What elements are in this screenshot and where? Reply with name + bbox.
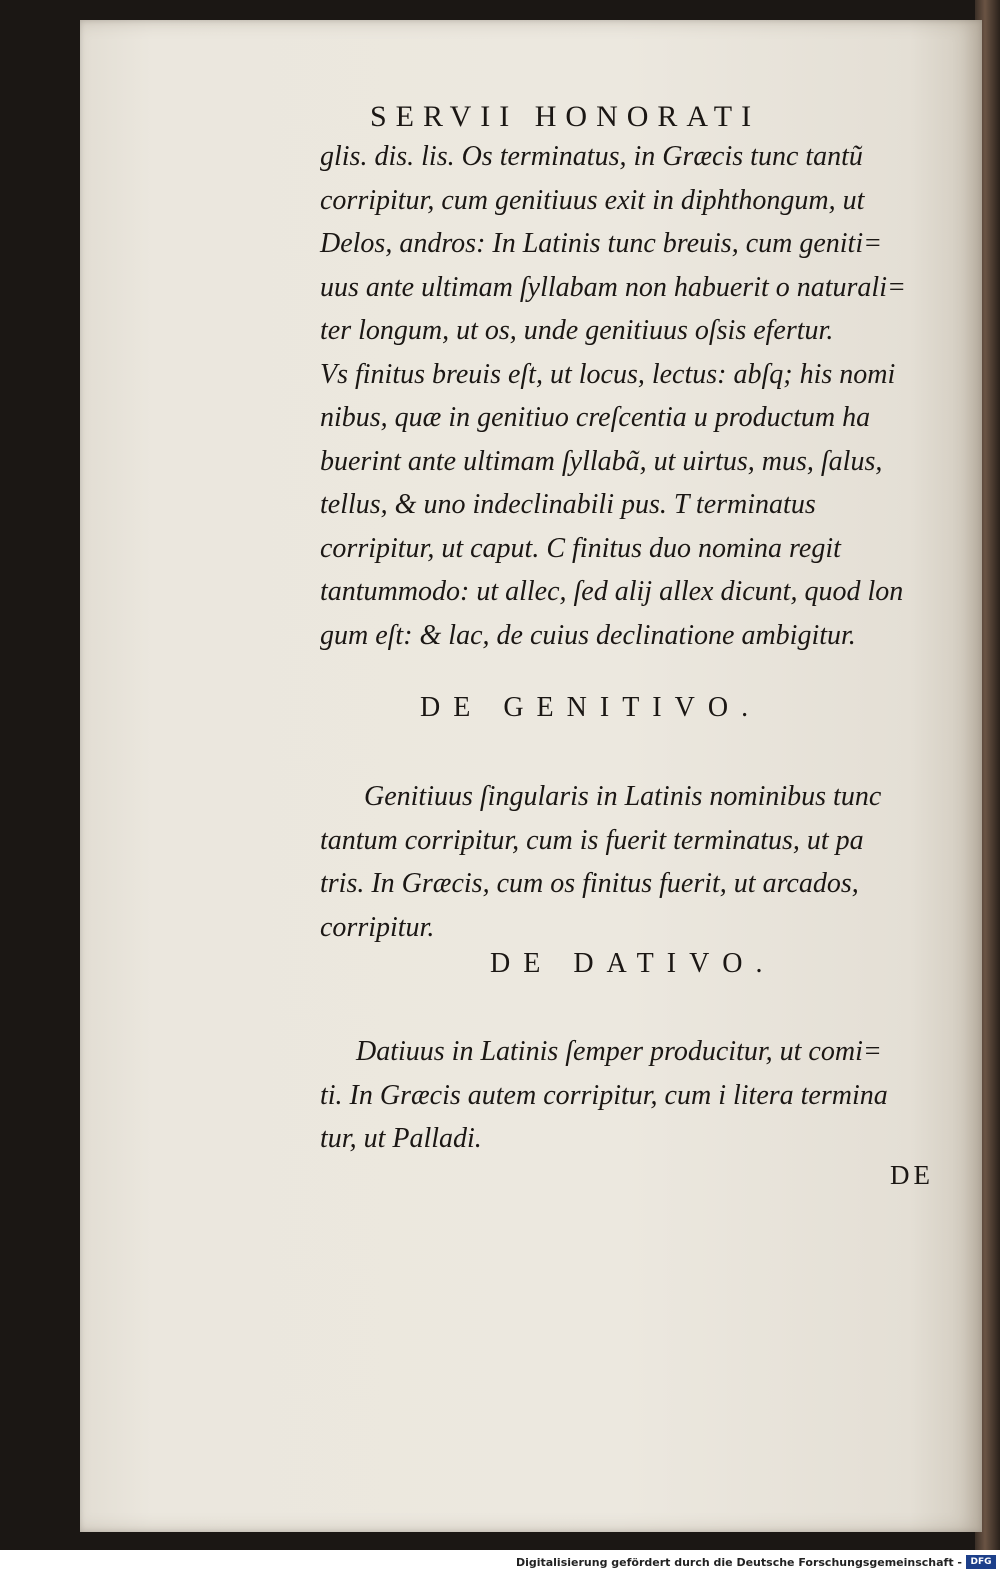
text-line: corripitur.	[320, 911, 435, 943]
running-head: SERVII HONORATI	[370, 100, 761, 133]
text-line: uus ante ultimam ſyllabam non habuerit o naturali=	[320, 271, 906, 303]
paragraph-dative	[320, 1030, 960, 1161]
text-line: ter longum, ut os, unde genitiuus oſsis efertur.	[320, 315, 834, 346]
heading-de-dativo: DE DATIVO.	[490, 948, 776, 979]
paragraph-quantity-endings	[320, 135, 960, 657]
text-line: tantummodo: ut allec, ſed alij allex dicunt, quod lon	[320, 576, 904, 607]
text-line: Datiuus in Latinis ſemper producitur, ut comi=	[356, 1036, 882, 1067]
text-line: buerint ante ultimam ſyllabã, ut uirtus, mus, ſalus,	[320, 445, 883, 477]
heading-de-genitivo: DE GENITIVO.	[420, 692, 762, 723]
text-line: tellus, & uno indeclinabili pus. T terminatus	[320, 489, 816, 520]
digitization-footer	[0, 1550, 1000, 1575]
text-line: corripitur, ut caput. C finitus duo nomina regit	[320, 532, 841, 564]
text-line: ti. In Græcis autem corripitur, cum i litera termina	[320, 1079, 888, 1111]
paragraph-genitive	[320, 775, 960, 949]
dfg-logo: DFG	[966, 1555, 996, 1569]
text-line: tris. In Græcis, cum os finitus fuerit, ut arcados,	[320, 868, 859, 899]
text-line: tantum corripitur, cum is fuerit terminatus, ut pa	[320, 824, 864, 856]
catchword: DE	[890, 1160, 934, 1190]
text-line: glis. dis. lis. Os terminatus, in Græcis tunc tantũ	[320, 141, 863, 172]
text-line: Vs finitus breuis eſt, ut locus, lectus: abſq; his nomi	[320, 358, 896, 390]
text-line: corripitur, cum genitiuus exit in diphthongum, ut	[320, 184, 865, 216]
text-line: nibus, quæ in genitiuo creſcentia u productum ha	[320, 402, 871, 433]
text-line: Delos, andros: In Latinis tunc breuis, cum geniti=	[320, 228, 883, 259]
text-line: tur, ut Palladi.	[320, 1123, 482, 1154]
funding-credit: Digitalisierung gefördert durch die Deutsche Forschungsgemeinschaft -	[515, 1556, 962, 1569]
text-line: gum eſt: & lac, de cuius declinatione ambigitur.	[320, 619, 856, 651]
text-line: Genitiuus ſingularis in Latinis nominibus tunc	[364, 781, 882, 812]
